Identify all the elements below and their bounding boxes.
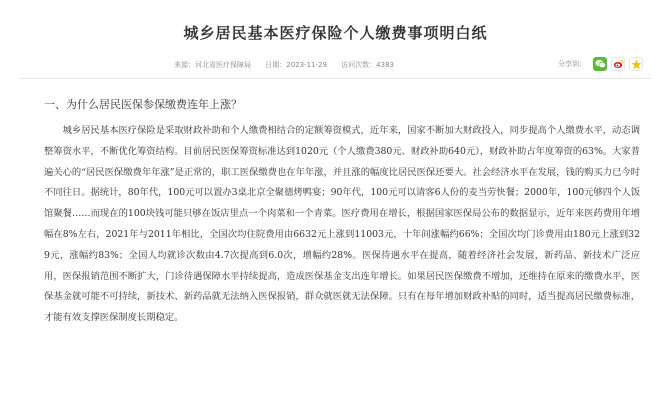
article-title: 城乡居民基本医疗保险个人缴费事项明白纸 <box>183 24 488 42</box>
share-bar <box>558 57 643 71</box>
article-meta <box>174 60 406 70</box>
weibo-icon[interactable] <box>611 57 625 71</box>
header-divider <box>20 78 651 79</box>
article-paragraph: 城乡居民基本医疗保险是采取财政补助和个人缴费相结合的定额筹资模式，近年来，国家不断加大财政投入，同步提高个人缴费水平，动态调整筹资水平，不断优化筹资结构。目前居民医保筹资标准达到1020元（个人缴费380元、财政补助640元），财政补助占年度筹资的63%。大家普遍关心的“居民医保缴费年年涨”是正常的，职工医保缴费也在年年涨，并且涨的幅度比居民医保还要大。社会经济水平在发展，钱的购买力已今时不同往日。据统计，80年代，100元可以置办3桌北京全聚德烤鸭宴；90年代，100元可以请客6人份的麦当劳快餐；2000年，100元够四个人饭馆聚餐……而现在的100块钱可能只够在饭店里点一个肉菜和一个青菜。医疗费用在增长，根据国家医保局公布的数据显示，近年来医药费用年增幅在8%左右，2021年与2011年相比，全国次均住院费用由6632元上涨到11003元，十年间涨幅约66%；全国次均门诊费用由180元上涨到329元，涨幅约83%；全国人均就诊次数由4.7次提高到6.0次，增幅约28%。医保待遇水平在提高，随着经济社会发展，新药品、新技术广泛应用，医保报销范围不断扩大，门诊待遇保障水平持续提高，造成医保基金支出连年增长。如果居民医保缴费不增加，还维持在原来的缴费水平，医保基金就可能不可持续，新技术、新药品就无法纳入医保报销，群众就医就无法保障。只有在每年增加财政补贴的同时，适当提高居民缴费标准，才能有效支撑医保制度长期稳定。 <box>44 125 640 324</box>
qzone-icon[interactable] <box>629 57 643 71</box>
section-heading: 一、为什么居民医保参保缴费连年上涨？ <box>44 98 242 111</box>
meta-date: 日期：2023-11-29 <box>265 61 327 69</box>
wechat-icon[interactable] <box>593 57 607 71</box>
meta-views: 访问次数：4383 <box>341 61 394 69</box>
share-label: 分享到： <box>558 60 586 68</box>
meta-source: 来源：河北省医疗保障局 <box>174 61 251 69</box>
